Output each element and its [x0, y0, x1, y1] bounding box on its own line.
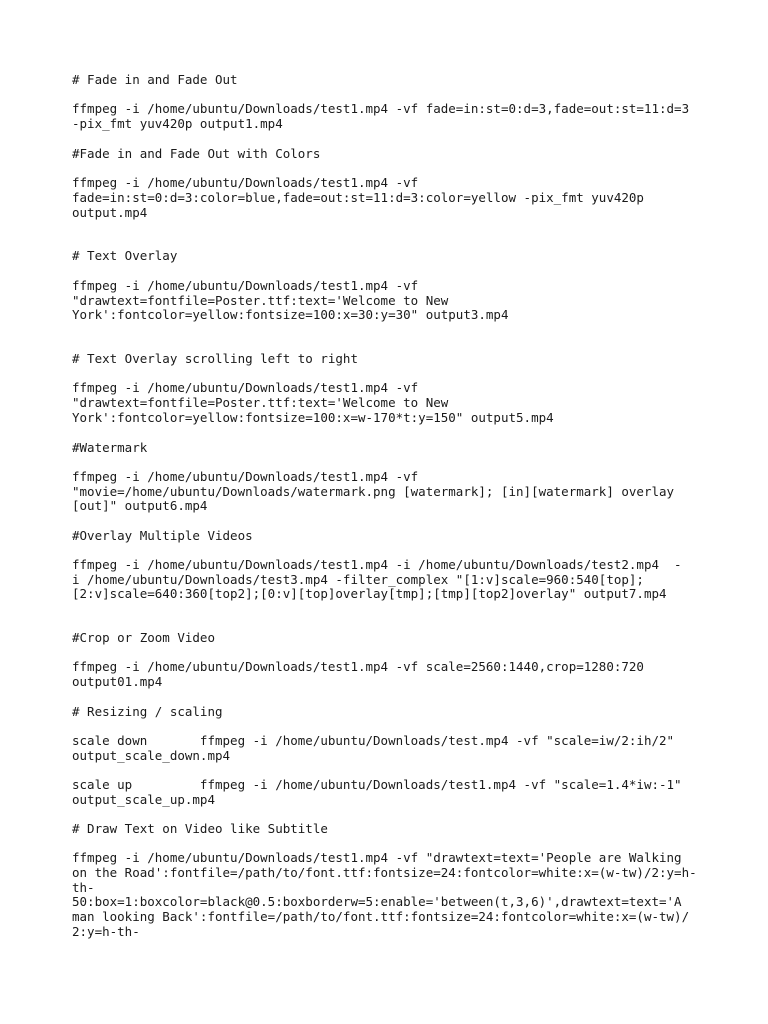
command-watermark-line-2: "movie=/home/ubuntu/Downloads/watermark.png [watermark]; [in][watermark] overlay: [72, 484, 675, 499]
command-watermark-line-1: ffmpeg -i /home/ubuntu/Downloads/test1.mp4 -vf: [72, 469, 419, 484]
command-text-overlay-line-1: ffmpeg -i /home/ubuntu/Downloads/test1.mp4 -vf: [72, 278, 419, 293]
command-text-overlay-line-2: "drawtext=fontfile=Poster.ttf:text='Welcome to New: [72, 293, 449, 308]
heading-watermark: #Watermark: [72, 440, 148, 455]
command-overlay-line-1: ffmpeg -i /home/ubuntu/Downloads/test1.mp4 -i /home/ubuntu/Downloads/test2.mp4 -: [72, 557, 682, 572]
command-crop-line-1: ffmpeg -i /home/ubuntu/Downloads/test1.mp4 -vf scale=2560:1440,crop=1280:720: [72, 659, 644, 674]
command-overlay-line-2: i /home/ubuntu/Downloads/test3.mp4 -filter_complex "[1:v]scale=960:540[top];: [72, 572, 644, 587]
command-fade-line-1: ffmpeg -i /home/ubuntu/Downloads/test1.mp4 -vf fade=in:st=0:d=3,fade=out:st=11:d=3: [72, 101, 690, 116]
heading-crop-zoom: #Crop or Zoom Video: [72, 630, 215, 645]
command-subtitle-line-1: ffmpeg -i /home/ubuntu/Downloads/test1.mp4 -vf "drawtext=text='People are Walking: [72, 850, 682, 865]
command-watermark-line-3: [out]" output6.mp4: [72, 498, 208, 513]
command-overlay-line-3: [2:v]scale=640:360[top2];[0:v][top]overlay[tmp];[tmp][top2]overlay" output7.mp4: [72, 586, 667, 601]
command-scale-down-line-1: scale down ffmpeg -i /home/ubuntu/Downloads/test.mp4 -vf "scale=iw/2:ih/2": [72, 733, 675, 748]
heading-resizing: # Resizing / scaling: [72, 704, 223, 719]
command-scale-up-line-2: output_scale_up.mp4: [72, 792, 215, 807]
command-subtitle-line-3: th-: [72, 880, 95, 895]
heading-fade: # Fade in and Fade Out: [72, 72, 238, 87]
command-fade-colors-line-1: ffmpeg -i /home/ubuntu/Downloads/test1.mp4 -vf: [72, 175, 419, 190]
heading-text-overlay: # Text Overlay: [72, 248, 178, 263]
command-subtitle-line-2: on the Road':fontfile=/path/to/font.ttf:fontsize=24:fontcolor=white:x=(w-tw)/2:y=h-: [72, 865, 697, 880]
command-fade-line-2: -pix_fmt yuv420p output1.mp4: [72, 116, 283, 131]
heading-overlay-videos: #Overlay Multiple Videos: [72, 528, 253, 543]
command-fade-colors-line-3: output.mp4: [72, 205, 148, 220]
command-text-scroll-line-3: York':fontcolor=yellow:fontsize=100:x=w-170*t:y=150" output5.mp4: [72, 410, 554, 425]
command-subtitle-line-4: 50:box=1:boxcolor=black@0.5:boxborderw=5:enable='between(t,3,6)',drawtext=text='A: [72, 894, 682, 909]
heading-fade-colors: #Fade in and Fade Out with Colors: [72, 146, 321, 161]
heading-subtitle: # Draw Text on Video like Subtitle: [72, 821, 328, 836]
command-subtitle-line-6: 2:y=h-th-: [72, 924, 140, 939]
command-text-overlay-line-3: York':fontcolor=yellow:fontsize=100:x=30:y=30" output3.mp4: [72, 307, 509, 322]
command-text-scroll-line-1: ffmpeg -i /home/ubuntu/Downloads/test1.mp4 -vf: [72, 380, 419, 395]
heading-text-scroll: # Text Overlay scrolling left to right: [72, 351, 358, 366]
command-fade-colors-line-2: fade=in:st=0:d=3:color=blue,fade=out:st=11:d=3:color=yellow -pix_fmt yuv420p: [72, 190, 644, 205]
command-scale-down-line-2: output_scale_down.mp4: [72, 748, 231, 763]
command-subtitle-line-5: man looking Back':fontfile=/path/to/font.ttf:fontsize=24:fontcolor=white:x=(w-tw)/: [72, 909, 690, 924]
command-text-scroll-line-2: "drawtext=fontfile=Poster.ttf:text='Welcome to New: [72, 395, 449, 410]
command-scale-up-line-1: scale up ffmpeg -i /home/ubuntu/Downloads/test1.mp4 -vf "scale=1.4*iw:-1": [72, 777, 682, 792]
command-crop-line-2: output01.mp4: [72, 674, 163, 689]
